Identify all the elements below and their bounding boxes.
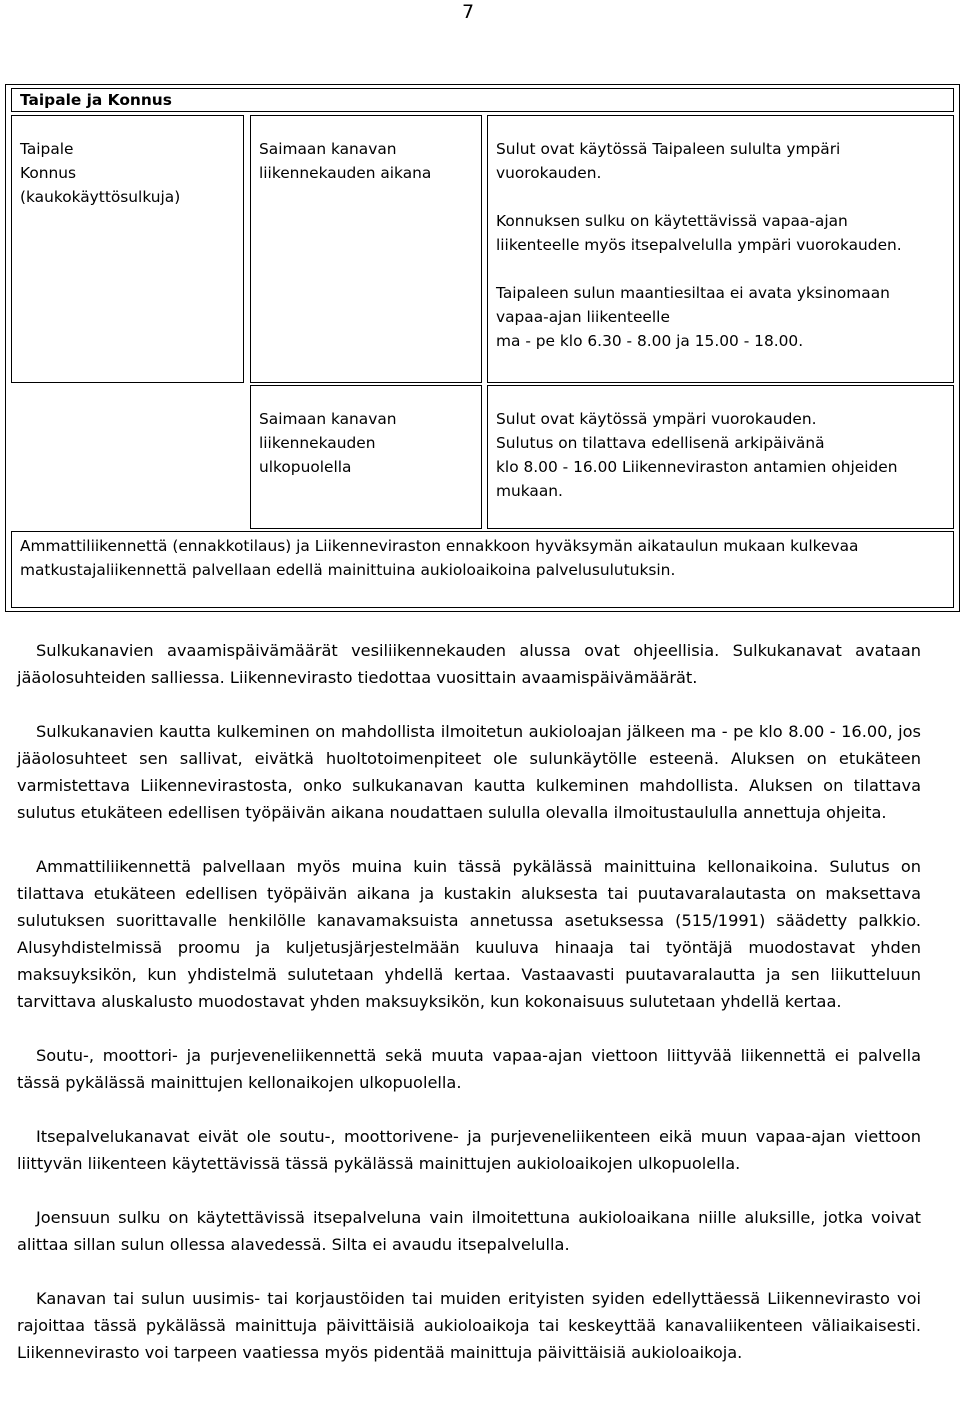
table-header: Taipale ja Konnus [11,88,954,112]
footer-text: Ammattiliikennettä (ennakkotilaus) ja Liikenneviraston ennakkoon hyväksymän aikataulun mukaan kulkevaa matkustajaliikennettä palvellaan edellä mainittuina aukioloaikoina palvelusulutuksin. [20,537,859,579]
table-footer [11,531,954,608]
period-line: ulkopuolella [259,458,352,476]
period-line: Saimaan kanavan [259,410,397,428]
location-line: Taipale [20,140,74,158]
page-number: 7 [461,1,475,23]
paragraph: Kanavan tai sulun uusimis- tai korjaustöiden tai muiden erityisten syiden edellyttäessä Liikennevirasto voi rajoittaa tässä pykälässä mainittuja päivittäisiä aukioloaikoja tai keskeyttää kanavaliikenteen väliaikaisesti. Liikennevirasto voi tarpeen vaatiessa myös pidentää mainittuja päivittäisiä aukioloaikoja. [17,1289,921,1362]
period-line: Saimaan kanavan [259,140,397,158]
description-line: Sulut ovat käytössä ympäri vuorokauden. [496,410,817,428]
description-line: Sulut ovat käytössä Taipaleen sululta ympäri [496,140,841,158]
description-line: Konnuksen sulku on käytettävissä vapaa-ajan [496,212,848,230]
description-line: Sulutus on tilattava edellisenä arkipäivänä [496,434,825,452]
body-text [17,637,921,1393]
description-line: vuorokauden. [496,164,602,182]
location-cell [11,115,244,383]
paragraph: Joensuun sulku on käytettävissä itsepalveluna vain ilmoitettuna aukioloaikana niille aluksille, jotka voivat alittaa sillan sulun ollessa alavedessä. Silta ei avaudu itsepalvelulla. [17,1208,921,1254]
description-line: ma - pe klo 6.30 - 8.00 ja 15.00 - 18.00. [496,332,804,350]
paragraph: Sulkukanavien avaamispäivämäärät vesiliikennekauden alussa ovat ohjeellisia. Sulkukanavat avataan jääolosuhteiden salliessa. Liikennevirasto tiedottaa vuosittain avaamispäivämäärät. [17,641,921,687]
location-line: Konnus [20,164,77,182]
description-line: klo 8.00 - 16.00 Liikenneviraston antamien ohjeiden [496,458,898,476]
period-cell-offseason [250,385,482,529]
period-line: liikennekauden [259,434,376,452]
description-line: liikenteelle myös itsepalvelulla ympäri vuorokauden. [496,236,902,254]
period-line: liikennekauden aikana [259,164,432,182]
paragraph: Soutu-, moottori- ja purjeveneliikennettä sekä muuta vapaa-ajan viettoon liittyvää liikennettä ei palvella tässä pykälässä mainittujen kellonaikojen ulkopuolella. [17,1046,921,1092]
description-line: Taipaleen sulun maantiesiltaa ei avata yksinomaan [496,284,890,302]
description-line: mukaan. [496,482,563,500]
location-line: (kaukokäyttösulkuja) [20,188,181,206]
paragraph: Itsepalvelukanavat eivät ole soutu-, moottorivene- ja purjeveneliikenteen eikä muun vapaa-ajan viettoon liittyvän liikenteen käytettävissä tässä pykälässä mainittujen aukioloaikojen ulkopuolella. [17,1127,921,1173]
description-line: vapaa-ajan liikenteelle [496,308,670,326]
paragraph: Ammattiliikennettä palvellaan myös muina kuin tässä pykälässä mainittuina kellonaikoina. Sulutus on tilattava etukäteen edellisen työpäivän aikana ja kustakin aluksesta tai puutavaralautasta on maksettava sulutuksen suorittavalle henkilölle kanavamaksuista annetussa asetuksessa (515/1991) säädetty palkkio. Alusyhdistelmissä proomu ja kuljetusjärjestelmään kuuluva hinaaja tai työntäjä muodostavat yhden maksuyksikön, kun yhdistelmä sulutetaan yhdellä kertaa. Vastaavasti puutavaralautta ja sen liikutteluun tarvittava aluskalusto muodostavat yhden maksuyksikön, kun kokonaisuus sulutetaan yhdellä kertaa. [17,857,921,1011]
description-cell-offseason [487,385,954,529]
description-cell-season [487,115,954,383]
period-cell-season [250,115,482,383]
paragraph: Sulkukanavien kautta kulkeminen on mahdollista ilmoitetun aukioloajan jälkeen ma - pe klo 8.00 - 16.00, jos jääolosuhteet sen sallivat, eivätkä huoltotoimenpiteet ole sulunkäytölle esteenä. Aluksen on etukäteen varmistettava Liikennevirastosta, onko sulkukanavan kautta kulkeminen mahdollista. Aluksen on tilattava sulutus etukäteen edellisen työpäivän aikana noudattaen sululla olevalla ilmoitustaululla annettuja ohjeita. [17,722,921,822]
opening-hours-table [5,84,960,612]
